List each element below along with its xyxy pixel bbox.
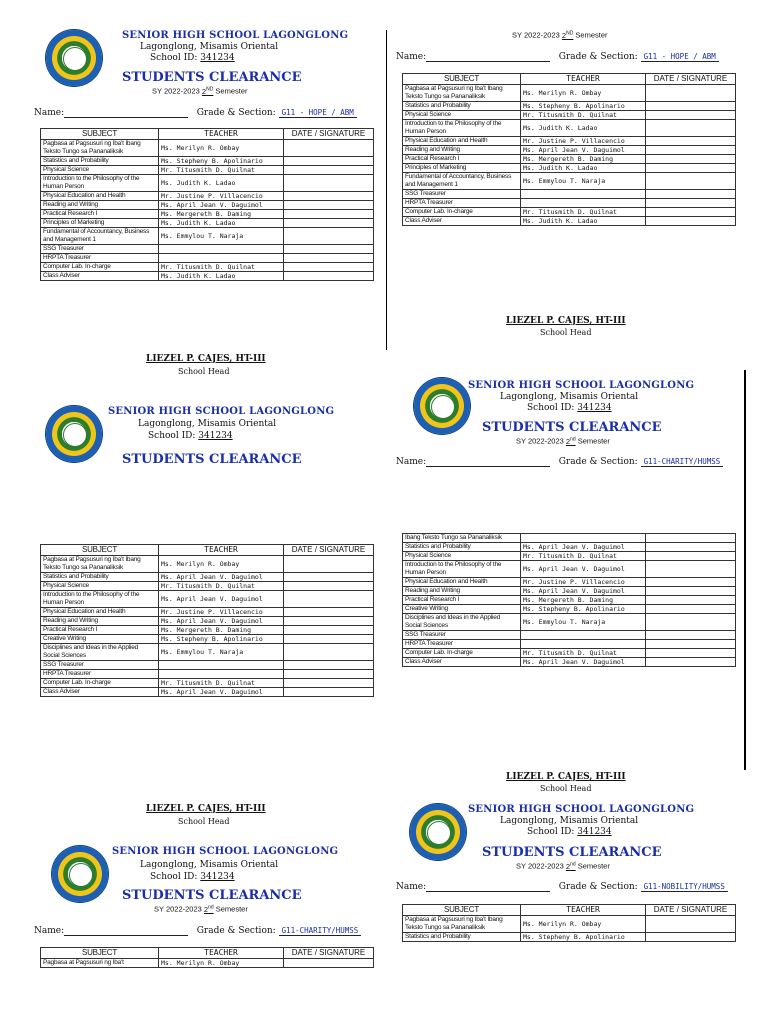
signature-cell[interactable]	[646, 587, 736, 596]
signature-cell[interactable]	[284, 140, 374, 157]
teacher-cell	[159, 661, 284, 670]
subject-cell: Fundamental of Accountancy, Business and Management 1	[41, 228, 159, 245]
signature-cell[interactable]	[646, 578, 736, 587]
subject-cell: Statistics and Probability	[403, 543, 521, 552]
teacher-cell: Mr. Justine P. Villacencio	[521, 137, 646, 146]
teacher-cell: Mr. Titusmith D. Quilnat	[521, 111, 646, 120]
table-row	[403, 916, 736, 933]
subject-cell: HRPTA Treasurer	[403, 640, 521, 649]
clearance-table: SUBJECT TEACHER DATE / SIGNATURE Pagbasa at Pagsusuri ng Iba't Ibang Teksto Tungo sa Pananaliksik Ms. Merilyn R. Ombay Statistics and Probability Ms. Stepheny B. Apolinario Physical Science Mr. Titusmith D. Quilnat Introduction to the Philosophy of the Human Person Ms. Judith K. Ladao Physical Education and Health Mr. Justine P. Villacencio Reading and Writing Ms. April Jean V. Daguimol Practical Research I Ms. Mergereth B. Daming Principles of Marketing Ms. Judith K. Ladao Fundamental of Accountancy, Business and Management 1 Ms. Emmylou T. Naraja SSG Treasurer HRPTA Treasurer Computer Lab. In-charge Mr. Titusmith D. Quilnat Class Adviser Ms. Judith K. Ladao	[402, 73, 736, 226]
subject-cell: Creative Writing	[403, 605, 521, 614]
table-row	[41, 228, 374, 245]
teacher-cell: Mr. Justine P. Villacencio	[521, 578, 646, 587]
signature-cell[interactable]	[646, 658, 736, 667]
signature-cell[interactable]	[284, 582, 374, 591]
signature-cell[interactable]	[284, 157, 374, 166]
teacher-cell: Mr. Titusmith D. Quilnat	[159, 263, 284, 272]
table-row	[403, 640, 736, 649]
table-row	[403, 552, 736, 561]
signature-cell[interactable]	[284, 670, 374, 679]
signature-cell[interactable]	[646, 120, 736, 137]
teacher-cell	[521, 640, 646, 649]
school-id: School ID: 341234	[148, 431, 233, 441]
table-row	[403, 155, 736, 164]
signature-cell[interactable]	[646, 155, 736, 164]
subject-cell: Physical Science	[403, 552, 521, 561]
subject-cell: Reading and Writing	[41, 617, 159, 626]
center-divider	[386, 30, 387, 350]
table-row	[403, 534, 736, 543]
school-head-name: LIEZEL P. CAJES, HT-III	[506, 772, 626, 782]
table-row	[403, 578, 736, 587]
name-field[interactable]	[64, 926, 188, 936]
teacher-cell	[521, 534, 646, 543]
signature-cell[interactable]	[284, 608, 374, 617]
signature-cell[interactable]	[646, 111, 736, 120]
subject-cell: SSG Treasurer	[41, 661, 159, 670]
teacher-cell	[159, 670, 284, 679]
subject-cell: Principles of Marketing	[403, 164, 521, 173]
teacher-cell	[159, 254, 284, 263]
school-seal-icon	[46, 30, 102, 86]
school-name: SENIOR HIGH SCHOOL LAGONGLONG	[112, 846, 339, 857]
signature-cell[interactable]	[284, 635, 374, 644]
table-row	[41, 608, 374, 617]
grade-section-value: G11 - HOPE / ABM	[641, 52, 719, 62]
teacher-cell: Mr. Titusmith D. Quilnat	[159, 166, 284, 175]
signature-cell[interactable]	[284, 219, 374, 228]
table-row	[403, 85, 736, 102]
signature-cell[interactable]	[284, 617, 374, 626]
signature-cell[interactable]	[284, 556, 374, 573]
table-row	[41, 254, 374, 263]
name-row: Name: Grade & Section: G11-CHARITY/HUMSS	[34, 926, 361, 936]
grade-section-value: G11-CHARITY/HUMSS	[279, 926, 362, 936]
school-address: Lagonglong, Misamis Oriental	[140, 860, 279, 870]
teacher-cell: Mr. Titusmith D. Quilnat	[159, 582, 284, 591]
table-row	[41, 219, 374, 228]
signature-cell[interactable]	[646, 217, 736, 226]
school-head-title: School Head	[178, 367, 230, 376]
subject-cell: Practical Research I	[41, 210, 159, 219]
teacher-cell: Mr. Justine P. Villacencio	[159, 192, 284, 201]
name-row: Name: Grade & Section: G11 - HOPE / ABM	[34, 108, 357, 118]
table-row	[41, 626, 374, 635]
school-year: SY 2022-2023 2nd Semester	[516, 861, 610, 871]
signature-cell[interactable]	[646, 631, 736, 640]
table-row	[41, 959, 374, 968]
subject-cell: Introduction to the Philosophy of the Human Person	[41, 591, 159, 608]
subject-cell: Statistics and Probability	[403, 933, 521, 942]
table-row	[403, 199, 736, 208]
subject-cell: Physical Science	[403, 111, 521, 120]
teacher-cell: Ms. April Jean V. Daguimol	[521, 543, 646, 552]
signature-cell[interactable]	[284, 573, 374, 582]
table-row	[41, 201, 374, 210]
name-row: Name: Grade & Section: G11 - HOPE / ABM	[396, 52, 719, 62]
table-row	[41, 582, 374, 591]
school-head-title: School Head	[540, 784, 592, 793]
subject-cell: Practical Research I	[41, 626, 159, 635]
grade-section-value: G11 - HOPE / ABM	[279, 108, 357, 118]
school-year: SY 2022-2023 2ND Semester	[152, 86, 248, 96]
table-row	[41, 591, 374, 608]
teacher-cell: Ms. Judith K. Ladao	[521, 120, 646, 137]
table-row	[403, 596, 736, 605]
teacher-cell: Ms. April Jean V. Daguimol	[159, 573, 284, 582]
name-field[interactable]	[426, 52, 550, 62]
signature-cell[interactable]	[646, 164, 736, 173]
signature-cell[interactable]	[284, 245, 374, 254]
signature-cell[interactable]	[284, 228, 374, 245]
school-address: Lagonglong, Misamis Oriental	[500, 816, 639, 826]
school-id: School ID: 341234	[527, 827, 612, 837]
teacher-cell: Mr. Justine P. Villacencio	[159, 608, 284, 617]
clearance-table: SUBJECT TEACHER DATE / SIGNATURE Pagbasa at Pagsusuri ng Iba't Ms. Merilyn R. Ombay	[40, 947, 374, 968]
teacher-cell: Ms. Judith K. Ladao	[521, 217, 646, 226]
subject-cell: Pagbasa at Pagsusuri ng Iba't Ibang Teksto Tungo sa Pananaliksik	[41, 556, 159, 573]
teacher-cell: Mr. Titusmith D. Quilnat	[521, 552, 646, 561]
signature-cell[interactable]	[284, 272, 374, 281]
table-row	[403, 543, 736, 552]
clearance-table: SUBJECT TEACHER DATE / SIGNATURE Pagbasa at Pagsusuri ng Iba't Ibang Teksto Tungo sa Pananaliksik Ms. Merilyn R. Ombay Statistics and Probability Ms. Stepheny B. Apolinario Physical Science Mr. Titusmith D. Quilnat Introduction to the Philosophy of the Human Person Ms. Judith K. Ladao Physical Education and Health Mr. Justine P. Villacencio Reading and Writing Ms. April Jean V. Daguimol Practical Research I Ms. Mergereth B. Daming Principles of Marketing Ms. Judith K. Ladao Fundamental of Accountancy, Business and Management 1 Ms. Emmylou T. Naraja SSG Treasurer HRPTA Treasurer Computer Lab. In-charge Mr. Titusmith D. Quilnat Class Adviser Ms. Judith K. Ladao	[40, 128, 374, 281]
teacher-cell: Ms. Judith K. Ladao	[159, 175, 284, 192]
school-head-name: LIEZEL P. CAJES, HT-III	[146, 354, 266, 364]
subject-cell: Physical Science	[41, 166, 159, 175]
teacher-cell: Ms. Mergereth B. Daming	[521, 155, 646, 164]
table-row	[41, 635, 374, 644]
table-row	[403, 658, 736, 667]
school-head-name: LIEZEL P. CAJES, HT-III	[146, 804, 266, 814]
subject-cell: Reading and Writing	[403, 146, 521, 155]
subject-cell: Statistics and Probability	[41, 573, 159, 582]
school-id: School ID: 341234	[150, 872, 235, 882]
subject-cell: SSG Treasurer	[41, 245, 159, 254]
table-row	[403, 173, 736, 190]
table-row	[41, 192, 374, 201]
school-address: Lagonglong, Misamis Oriental	[140, 42, 279, 52]
teacher-cell: Ms. April Jean V. Daguimol	[159, 201, 284, 210]
subject-cell: Practical Research I	[403, 155, 521, 164]
school-seal-icon	[414, 378, 470, 434]
grade-section-value: G11-NOBILITY/HUMSS	[641, 882, 728, 892]
form-title: STUDENTS CLEARANCE	[482, 420, 662, 435]
name-field[interactable]	[426, 882, 550, 892]
signature-cell[interactable]	[646, 208, 736, 217]
table-row	[403, 111, 736, 120]
signature-cell[interactable]	[646, 933, 736, 942]
subject-cell: Computer Lab. In-charge	[41, 679, 159, 688]
teacher-cell: Ms. Merilyn R. Ombay	[159, 556, 284, 573]
school-year: SY 2022-2023 2ND Semester	[512, 30, 608, 40]
school-id: School ID: 341234	[527, 403, 612, 413]
signature-cell[interactable]	[646, 596, 736, 605]
subject-cell: Physical Education and Health	[41, 192, 159, 201]
signature-cell[interactable]	[284, 192, 374, 201]
table-row	[41, 263, 374, 272]
name-row: Name: Grade & Section: G11-CHARITY/HUMSS	[396, 457, 723, 467]
signature-cell[interactable]	[284, 254, 374, 263]
subject-cell: Ibang Teksto Tungo sa Pananaliksik	[403, 534, 521, 543]
signature-cell[interactable]	[646, 173, 736, 190]
table-row	[41, 175, 374, 192]
subject-cell: Reading and Writing	[403, 587, 521, 596]
school-name: SENIOR HIGH SCHOOL LAGONGLONG	[468, 380, 695, 391]
table-row	[41, 245, 374, 254]
teacher-cell: Ms. Mergereth B. Daming	[159, 210, 284, 219]
teacher-cell: Ms. Stepheny B. Apolinario	[521, 102, 646, 111]
table-row	[41, 617, 374, 626]
form-title: STUDENTS CLEARANCE	[122, 452, 302, 467]
table-row	[41, 210, 374, 219]
signature-cell[interactable]	[284, 210, 374, 219]
teacher-cell: Ms. April Jean V. Daguimol	[521, 146, 646, 155]
subject-cell: Introduction to the Philosophy of the Human Person	[403, 120, 521, 137]
signature-cell[interactable]	[284, 626, 374, 635]
school-name: SENIOR HIGH SCHOOL LAGONGLONG	[108, 406, 335, 417]
teacher-cell: Mr. Titusmith D. Quilnat	[521, 649, 646, 658]
teacher-cell: Mr. Titusmith D. Quilnat	[521, 208, 646, 217]
teacher-cell: Mr. Titusmith D. Quilnat	[159, 679, 284, 688]
school-name: SENIOR HIGH SCHOOL LAGONGLONG	[122, 30, 349, 41]
signature-cell[interactable]	[284, 166, 374, 175]
table-row	[403, 102, 736, 111]
grade-section-value: G11-CHARITY/HUMSS	[641, 457, 724, 467]
name-row: Name: Grade & Section: G11-NOBILITY/HUMSS	[396, 882, 728, 892]
teacher-cell: Ms. Emmylou T. Naraja	[159, 644, 284, 661]
subject-cell: Creative Writing	[41, 635, 159, 644]
table-row	[41, 272, 374, 281]
signature-cell[interactable]	[284, 175, 374, 192]
teacher-cell: Ms. Stepheny B. Apolinario	[159, 635, 284, 644]
signature-cell[interactable]	[646, 605, 736, 614]
teacher-cell: Ms. Mergereth B. Daming	[521, 596, 646, 605]
teacher-cell: Ms. Stepheny B. Apolinario	[521, 605, 646, 614]
table-row	[403, 933, 736, 942]
teacher-cell: Ms. Merilyn R. Ombay	[159, 140, 284, 157]
signature-cell[interactable]	[646, 190, 736, 199]
teacher-cell: Ms. Merilyn R. Ombay	[521, 916, 646, 933]
teacher-cell: Ms. April Jean V. Daguimol	[521, 658, 646, 667]
teacher-cell: Ms. Emmylou T. Naraja	[159, 228, 284, 245]
table-row	[403, 561, 736, 578]
subject-cell: Physical Education and Health	[403, 578, 521, 587]
signature-cell[interactable]	[646, 146, 736, 155]
teacher-cell: Ms. April Jean V. Daguimol	[521, 561, 646, 578]
subject-cell: SSG Treasurer	[403, 631, 521, 640]
table-row	[403, 190, 736, 199]
subject-cell: Pagbasa at Pagsusuri ng Iba't Ibang Teksto Tungo sa Pananaliksik	[403, 916, 521, 933]
school-seal-icon	[52, 846, 108, 902]
school-id: School ID: 341234	[150, 53, 235, 63]
table-row	[403, 631, 736, 640]
school-address: Lagonglong, Misamis Oriental	[500, 392, 639, 402]
table-row	[41, 661, 374, 670]
subject-cell: Class Adviser	[41, 688, 159, 697]
name-field[interactable]	[64, 108, 188, 118]
school-head-title: School Head	[540, 328, 592, 337]
teacher-cell: Ms. Mergereth B. Daming	[159, 626, 284, 635]
subject-cell: Physical Education and Health	[41, 608, 159, 617]
teacher-cell: Ms. April Jean V. Daguimol	[159, 688, 284, 697]
subject-cell: Statistics and Probability	[41, 157, 159, 166]
subject-cell: SSG Treasurer	[403, 190, 521, 199]
signature-cell[interactable]	[646, 199, 736, 208]
subject-cell: Pagbasa at Pagsusuri ng Iba't	[41, 959, 159, 968]
signature-cell[interactable]	[646, 85, 736, 102]
teacher-cell: Ms. Judith K. Ladao	[159, 272, 284, 281]
signature-cell[interactable]	[646, 543, 736, 552]
table-row	[41, 644, 374, 661]
signature-cell[interactable]	[646, 561, 736, 578]
subject-cell: Reading and Writing	[41, 201, 159, 210]
signature-cell[interactable]	[646, 137, 736, 146]
table-row	[403, 217, 736, 226]
teacher-cell: Ms. Judith K. Ladao	[159, 219, 284, 228]
teacher-cell: Ms. Stepheny B. Apolinario	[521, 933, 646, 942]
school-head-name: LIEZEL P. CAJES, HT-III	[506, 316, 626, 326]
right-edge-rule	[744, 370, 746, 770]
form-title: STUDENTS CLEARANCE	[482, 845, 662, 860]
school-address: Lagonglong, Misamis Oriental	[138, 419, 277, 429]
clearance-table: SUBJECT TEACHER DATE / SIGNATURE Pagbasa at Pagsusuri ng Iba't Ibang Teksto Tungo sa Pananaliksik Ms. Merilyn R. Ombay Statistics and Probability Ms. April Jean V. Daguimol Physical Science Mr. Titusmith D. Quilnat Introduction to the Philosophy of the Human Person Ms. April Jean V. Daguimol Physical Education and Health Mr. Justine P. Villacencio Reading and Writing Ms. April Jean V. Daguimol Practical Research I Ms. Mergereth B. Daming Creative Writing Ms. Stepheny B. Apolinario Disciplines and Ideas in the Applied Social Sciences Ms. Emmylou T. Naraja SSG Treasurer HRPTA Treasurer Computer Lab. In-charge Mr. Titusmith D. Quilnat Class Adviser Ms. April Jean V. Daguimol	[40, 544, 374, 697]
subject-cell: Disciplines and Ideas in the Applied Social Sciences	[41, 644, 159, 661]
teacher-cell: Ms. Emmylou T. Naraja	[521, 173, 646, 190]
subject-cell: Fundamental of Accountancy, Business and Management 1	[403, 173, 521, 190]
subject-cell: Class Adviser	[403, 217, 521, 226]
teacher-cell: Ms. April Jean V. Daguimol	[159, 617, 284, 626]
table-row	[403, 137, 736, 146]
signature-cell[interactable]	[646, 552, 736, 561]
subject-cell: Disciplines and Ideas in the Applied Social Sciences	[403, 614, 521, 631]
table-row	[403, 614, 736, 631]
table-row	[41, 157, 374, 166]
clearance-table	[402, 533, 736, 667]
subject-cell: Introduction to the Philosophy of the Human Person	[403, 561, 521, 578]
subject-cell: Physical Science	[41, 582, 159, 591]
signature-cell[interactable]	[646, 916, 736, 933]
subject-cell: Physical Education and Health	[403, 137, 521, 146]
school-head-title: School Head	[178, 817, 230, 826]
name-field[interactable]	[426, 457, 550, 467]
table-row	[403, 120, 736, 137]
teacher-cell	[159, 245, 284, 254]
teacher-cell: Ms. Emmylou T. Naraja	[521, 614, 646, 631]
subject-cell: Computer Lab. In-charge	[403, 649, 521, 658]
school-seal-icon	[46, 406, 102, 462]
teacher-cell: Ms. Stepheny B. Apolinario	[159, 157, 284, 166]
clearance-table: SUBJECT TEACHER DATE / SIGNATURE Pagbasa at Pagsusuri ng Iba't Ibang Teksto Tungo sa Pananaliksik Ms. Merilyn R. Ombay Statistics and Probability Ms. Stepheny B. Apolinario	[402, 904, 736, 942]
signature-cell[interactable]	[284, 591, 374, 608]
subject-cell: HRPTA Treasurer	[41, 670, 159, 679]
signature-cell[interactable]	[284, 679, 374, 688]
teacher-cell	[521, 631, 646, 640]
teacher-cell: Ms. Judith K. Ladao	[521, 164, 646, 173]
table-row	[403, 605, 736, 614]
teacher-cell	[521, 190, 646, 199]
signature-cell[interactable]	[646, 649, 736, 658]
signature-cell[interactable]	[646, 614, 736, 631]
subject-cell: Practical Research I	[403, 596, 521, 605]
teacher-cell	[521, 199, 646, 208]
table-row	[41, 670, 374, 679]
table-row	[41, 140, 374, 157]
signature-cell[interactable]	[284, 263, 374, 272]
subject-cell: Pagbasa at Pagsusuri ng Iba't Ibang Teksto Tungo sa Pananaliksik	[403, 85, 521, 102]
subject-cell: Principles of Marketing	[41, 219, 159, 228]
signature-cell[interactable]	[284, 959, 374, 968]
subject-cell: Pagbasa at Pagsusuri ng Iba't Ibang Teksto Tungo sa Pananaliksik	[41, 140, 159, 157]
table-row	[403, 587, 736, 596]
subject-cell: Statistics and Probability	[403, 102, 521, 111]
table-row	[403, 146, 736, 155]
signature-cell[interactable]	[646, 640, 736, 649]
signature-cell[interactable]	[646, 102, 736, 111]
form-title: STUDENTS CLEARANCE	[122, 888, 302, 903]
subject-cell: HRPTA Treasurer	[403, 199, 521, 208]
teacher-cell: Ms. April Jean V. Daguimol	[521, 587, 646, 596]
signature-cell[interactable]	[284, 661, 374, 670]
table-row	[403, 208, 736, 217]
teacher-cell: Ms. April Jean V. Daguimol	[159, 591, 284, 608]
table-row	[41, 556, 374, 573]
subject-cell: HRPTA Treasurer	[41, 254, 159, 263]
school-year: SY 2022-2023 2nd Semester	[154, 904, 248, 914]
subject-cell: Computer Lab. In-charge	[403, 208, 521, 217]
subject-cell: Class Adviser	[41, 272, 159, 281]
subject-cell: Class Adviser	[403, 658, 521, 667]
signature-cell[interactable]	[284, 688, 374, 697]
subject-cell: Introduction to the Philosophy of the Human Person	[41, 175, 159, 192]
school-name: SENIOR HIGH SCHOOL LAGONGLONG	[468, 804, 695, 815]
school-seal-icon	[410, 804, 466, 860]
teacher-cell: Ms. Merilyn R. Ombay	[159, 959, 284, 968]
subject-cell: Computer Lab. In-charge	[41, 263, 159, 272]
table-row	[41, 679, 374, 688]
school-year: SY 2022-2023 2nd Semester	[516, 436, 610, 446]
table-row	[403, 649, 736, 658]
signature-cell[interactable]	[284, 644, 374, 661]
signature-cell[interactable]	[646, 534, 736, 543]
signature-cell[interactable]	[284, 201, 374, 210]
table-row	[41, 688, 374, 697]
form-title: STUDENTS CLEARANCE	[122, 70, 302, 85]
table-row	[41, 166, 374, 175]
table-row	[403, 164, 736, 173]
teacher-cell: Ms. Merilyn R. Ombay	[521, 85, 646, 102]
table-row	[41, 573, 374, 582]
